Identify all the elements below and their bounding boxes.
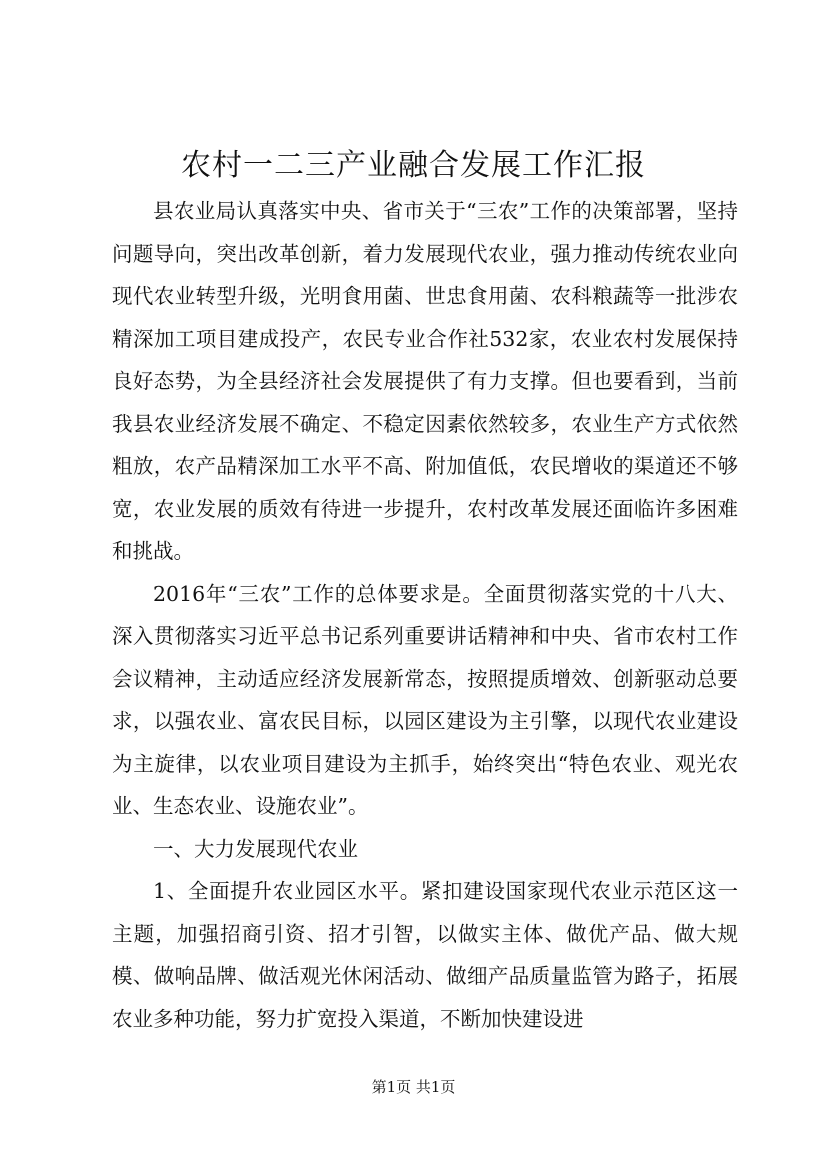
document-body <box>112 190 738 1040</box>
section-heading: 一、大力发展现代农业 <box>153 836 358 861</box>
paragraph-item-1: 1、全面提升农业园区水平。紧扣建设国家现代农业示范区这一主题，加强招商引资、招才引智，以做实主体、做优产品、做大规模、做响品牌、做活观光休闲活动、做细产品质量监管为路子，拓展农业多种功能，努力扩宽投入渠道，不断加快建设进 <box>112 879 738 1031</box>
document-title: 农村一二三产业融合发展工作汇报 <box>181 148 646 183</box>
paragraph-requirements: 2016年“三农”工作的总体要求是。全面贯彻落实党的十八大、深入贯彻落实习近平总书记系列重要讲话精神和中央、省市农村工作会议精神，主动适应经济发展新常态，按照提质增效、创新驱动总要求，以强农业、富农民目标，以园区建设为主引擎，以现代农业建设为主旋律，以农业项目建设为主抓手，始终突出“特色农业、观光农业、生态农业、设施农业”。 <box>112 581 738 818</box>
paragraph-intro: 县农业局认真落实中央、省市关于“三农”工作的决策部署，坚持问题导向，突出改革创新，着力发展现代农业，强力推动传统农业向现代农业转型升级，光明食用菌、世忠食用菌、农科粮蔬等一批涉农精深加工项目建成投产，农民专业合作社532家，农业农村发展保持良好态势，为全县经济社会发展提供了有力支撑。但也要看到，当前我县农业经济发展不确定、不稳定因素依然较多，农业生产方式依然粗放，农产品精深加工水平不高、附加值低，农民增收的渠道还不够宽，农业发展的质效有待进一步提升，农村改革发展还面临许多困难和挑战。 <box>112 199 738 563</box>
page-footer: 第1页 共1页 <box>371 1078 456 1096</box>
